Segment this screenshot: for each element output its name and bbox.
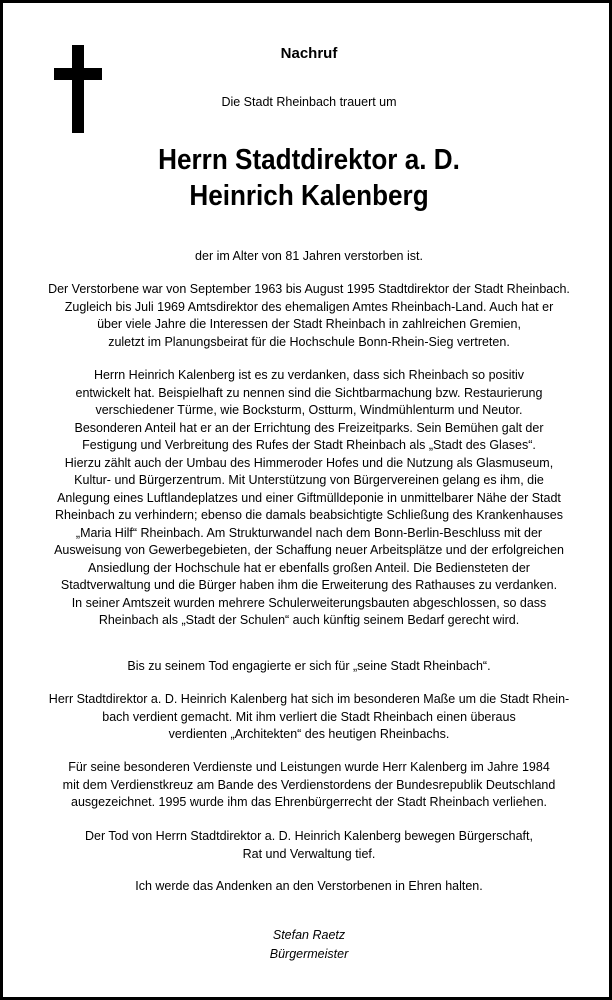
paragraph-line: Rheinbach zu verhindern; ebenso die damals beabsichtigte Schließung des Krankenhauses [55,508,563,522]
notice-label: Nachruf [280,45,338,62]
paragraph-line: Der Verstorbene war von September 1963 bis August 1995 Stadtdirektor der Stadt Rheinbach. [48,282,570,296]
paragraph [23,248,595,266]
paragraph-line: mit dem Verdienstkreuz am Bande des Verdienstordens der Bundesrepublik Deutschland [62,777,556,792]
paragraph-line: Stadtverwaltung und die Bürger haben ihm die Erweiterung des Rathauses zu verdanken. [60,578,558,592]
paragraph [23,281,595,351]
deceased-name: Heinrich Kalenberg [189,180,429,212]
deceased-title: Herrn Stadtdirektor a. D. [158,144,460,176]
paragraph-line: über viele Jahre die Interessen der Stadt Rheinbach in zahlreichen Gremien, [97,317,521,331]
paragraph-line: Rheinbach als „Stadt der Schulen“ auch künftig seinem Bedarf gerecht wird. [98,613,520,627]
paragraph-line: Anlegung eines Luftlandeplatzes und einer Giftmülldeponie in unmittelbarer Nähe der Stadt [57,490,561,505]
paragraph-line: ausgezeichnet. 1995 wurde ihm das Ehrenbürgerrecht der Stadt Rheinbach verliehen. [71,795,547,809]
paragraph [23,691,595,744]
paragraph [23,878,595,896]
paragraph-line: Besonderen Anteil hat er an der Errichtung des Freizeitparks. Sein Bemühen galt der [74,420,544,435]
paragraph-line: Ich werde das Andenken an den Verstorbenen in Ehren halten. [135,879,483,893]
paragraph [23,828,595,863]
paragraph-line: In seiner Amtszeit wurden mehrere Schulerweiterungsbauten abgeschlossen, so dass [71,595,547,610]
paragraph-line: Rat und Verwaltung tief. [242,846,376,861]
paragraph-line: Bis zu seinem Tod engagierte er sich für „seine Stadt Rheinbach“. [127,659,491,673]
paragraph-line: verschiedener Türme, wie Bocksturm, Ostturm, Windmühlenturm und Neutor. [95,403,523,417]
paragraph-line: Zugleich bis Juli 1969 Amtsdirektor des ehemaligen Amtes Rheinbach-Land. Auch hat er [64,299,554,314]
paragraph-line: Hierzu zählt auch der Umbau des Himmeroder Hofes und die Nutzung als Glasmuseum, [64,455,554,470]
paragraph-line: bach verdient gemacht. Mit ihm verliert die Stadt Rheinbach einen überaus [102,709,516,724]
paragraph [23,658,595,676]
paragraph-line: Kultur- und Bürgerzentrum. Mit Unterstützung von Bürgervereinen gelang es ihm, die [74,473,544,487]
paragraph-line: „Maria Hilf“ Rheinbach. Am Strukturwandel nach dem Bonn-Berlin-Beschluss mit der [75,525,543,540]
paragraph-line: zuletzt im Planungsbeirat für die Hochschule Bonn-Rhein-Sieg vertreten. [108,334,510,349]
paragraph-line: entwickelt hat. Beispielhaft zu nennen sind die Sichtbarmachung bzw. Restaurierung [75,385,543,400]
paragraph-line: Der Tod von Herrn Stadtdirektor a. D. Heinrich Kalenberg bewegen Bürgerschaft, [85,829,533,843]
paragraph-line: Für seine besonderen Verdienste und Leistungen wurde Herr Kalenberg im Jahre 1984 [68,760,550,774]
signature-title: Bürgermeister [269,947,349,961]
paragraph-line: Ausweisung von Gewerbegebieten, der Schaffung neuer Arbeitsplätze und der erfolgreichen [54,543,564,557]
paragraph-line: Festigung und Verbreitung des Rufes der Stadt Rheinbach als „Stadt des Glases“. [82,438,536,452]
signature-name: Stefan Raetz [272,928,346,942]
paragraph-line: Herrn Heinrich Kalenberg ist es zu verdanken, dass sich Rheinbach so positiv [93,368,525,382]
paragraph [23,367,595,630]
paragraph-line: Herr Stadtdirektor a. D. Heinrich Kalenberg hat sich im besonderen Maße um die Stadt Rhein- [48,692,570,706]
intro-text: Die Stadt Rheinbach trauert um [221,95,397,109]
paragraph-line: der im Alter von 81 Jahren verstorben ist. [195,249,423,263]
paragraph-line: Ansiedlung der Hochschule hat er ebenfalls großen Anteil. Die Bediensteten der [88,560,530,575]
paragraph-line: verdienten „Architekten“ des heutigen Rheinbachs. [168,727,450,741]
paragraph [23,759,595,812]
